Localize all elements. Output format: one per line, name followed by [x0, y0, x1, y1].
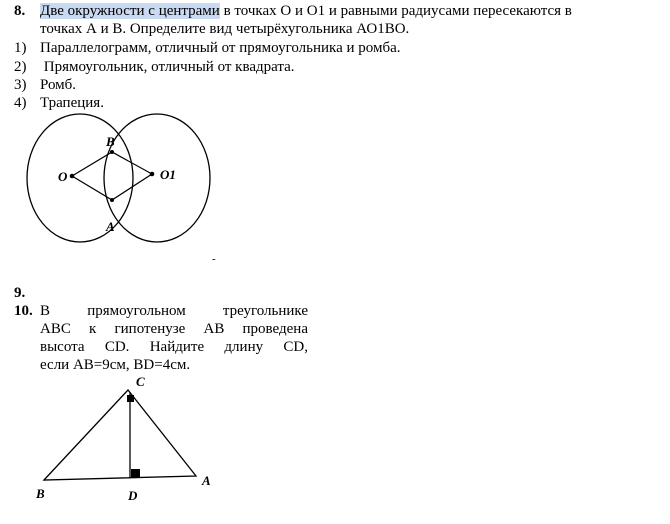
- point-o: [70, 174, 75, 179]
- label-a-triangle: A: [202, 473, 211, 488]
- option-1-number: 1): [14, 40, 27, 56]
- option-3-text: Ромб.: [40, 77, 77, 93]
- option-4-number: 4): [14, 95, 27, 111]
- option-2-number: 2): [14, 59, 27, 75]
- point-o1: [150, 172, 155, 177]
- problem-10-text-line-4: если АВ=9см, BD=4см.: [40, 357, 191, 373]
- option-2-text: Прямоугольник, отличный от квадрата.: [40, 59, 295, 75]
- circle-o: [27, 114, 133, 242]
- problem-8-text-line-2: точках А и В. Определите вид четырёхугольника АО1ВО.: [40, 21, 410, 37]
- problem-10-text-line-2: АВС к гипотенузе АВ проведена: [40, 321, 308, 337]
- label-o: O: [58, 169, 68, 184]
- circle-o1: [104, 114, 210, 242]
- problem-10-text-line-1: В прямоугольном треугольнике: [40, 303, 308, 319]
- point-a: [110, 198, 114, 202]
- point-b: [110, 150, 114, 154]
- stray-mark: -: [212, 253, 216, 265]
- option-3-number: 3): [14, 77, 27, 93]
- problem-10-text-line-3: высота CD. Найдите длину CD,: [40, 339, 308, 355]
- option-1-text: Параллелограмм, отличный от прямоугольника и ромба.: [40, 40, 401, 56]
- triangle-abc: [44, 390, 196, 480]
- problem-8-number: 8.: [14, 3, 26, 19]
- label-o1: O1: [160, 167, 176, 182]
- label-a: A: [106, 219, 115, 234]
- right-angle-mark-d: [131, 469, 140, 478]
- problem-10-number: 10.: [14, 303, 33, 319]
- label-d: D: [128, 488, 138, 503]
- quadrilateral-ao1bo: [72, 152, 152, 200]
- label-b-triangle: B: [36, 486, 45, 501]
- label-b: B: [106, 134, 115, 149]
- option-4-text: Трапеция.: [40, 95, 104, 111]
- right-angle-mark-c: [127, 395, 134, 402]
- problem-8-text-line-1-rest: в точках О и О1 и равными радиусами пересекаются в: [219, 3, 572, 19]
- problem-9-number: 9.: [14, 285, 26, 301]
- label-c: C: [136, 374, 145, 389]
- selected-text[interactable]: Две окружности с центрами: [40, 3, 220, 19]
